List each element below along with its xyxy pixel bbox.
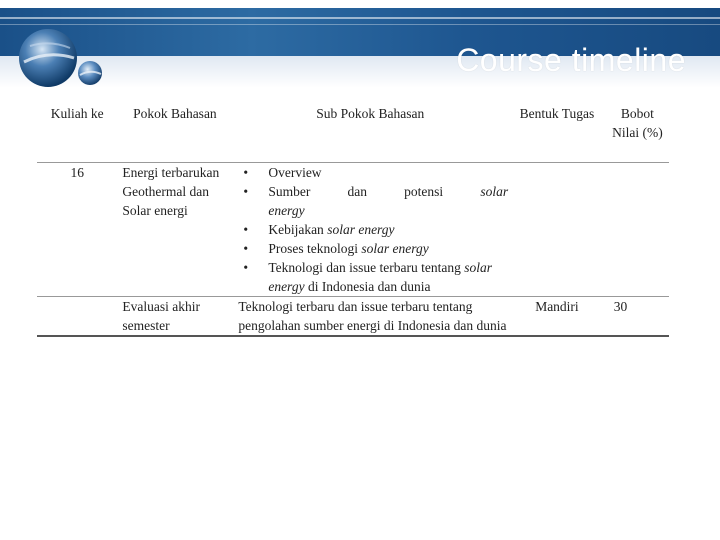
list-item xyxy=(243,258,508,296)
table-row xyxy=(37,163,669,297)
item-text: di Indonesia dan dunia xyxy=(307,279,431,294)
item-text: Kebijakan xyxy=(268,222,324,237)
cell-sub-pokok-bahasan xyxy=(232,163,508,297)
cell-sub-pokok-bahasan: Teknologi terbaru dan issue terbaru tentang pengolahan sumber energi di Indonesia dan dunia xyxy=(232,297,508,337)
item-text: Proses teknologi xyxy=(268,241,358,256)
course-timeline-table xyxy=(37,104,669,337)
item-text-italic: solar energy xyxy=(361,241,429,256)
list-item xyxy=(243,239,508,258)
bullet-icon: • xyxy=(243,260,249,275)
title-banner xyxy=(0,0,720,88)
list-item xyxy=(243,163,508,182)
cell-pokok-bahasan: Evaluasi akhir semester xyxy=(117,297,232,337)
cell-bentuk-tugas xyxy=(508,163,606,297)
cell-bentuk-tugas: Mandiri xyxy=(508,297,606,337)
header-sub-pokok-bahasan: Sub Pokok Bahasan xyxy=(232,104,508,163)
item-text: Overview xyxy=(268,165,322,180)
globe-logo-icon xyxy=(10,20,110,88)
header-bobot-nilai: Bobot Nilai (%) xyxy=(606,104,669,163)
topic-list xyxy=(238,163,508,296)
cell-bobot-nilai xyxy=(606,163,669,297)
bullet-icon: • xyxy=(243,222,249,237)
list-item xyxy=(243,182,509,220)
slide-title: Course timeline xyxy=(456,42,686,78)
item-text-italic: solar xyxy=(480,184,509,199)
header-bentuk-tugas: Bentuk Tugas xyxy=(508,104,606,163)
banner-stripe xyxy=(0,17,720,19)
cell-pokok-bahasan: Energi terbarukan Geothermal dan Solar energi xyxy=(122,165,220,218)
cell-bobot-nilai: 30 xyxy=(606,297,669,337)
item-text-italic: energy xyxy=(268,203,305,218)
cell-kuliah-ke xyxy=(37,297,117,337)
header-kuliah-ke: Kuliah ke xyxy=(37,104,117,163)
item-text-italic: solar energy xyxy=(268,260,492,294)
item-text-line xyxy=(268,182,508,201)
header-pokok-bahasan: Pokok Bahasan xyxy=(117,104,232,163)
table-row xyxy=(37,297,669,337)
cell-kuliah-ke: 16 xyxy=(70,165,84,180)
list-item xyxy=(243,220,508,239)
item-text: Teknologi dan issue terbaru tentang xyxy=(268,260,461,275)
table-header-row xyxy=(37,104,669,163)
item-text-italic: solar energy xyxy=(327,222,395,237)
bullet-icon: • xyxy=(243,184,249,199)
item-text: Sumber dan potensi xyxy=(268,184,444,199)
bullet-icon: • xyxy=(243,165,249,180)
bullet-icon: • xyxy=(243,241,249,256)
